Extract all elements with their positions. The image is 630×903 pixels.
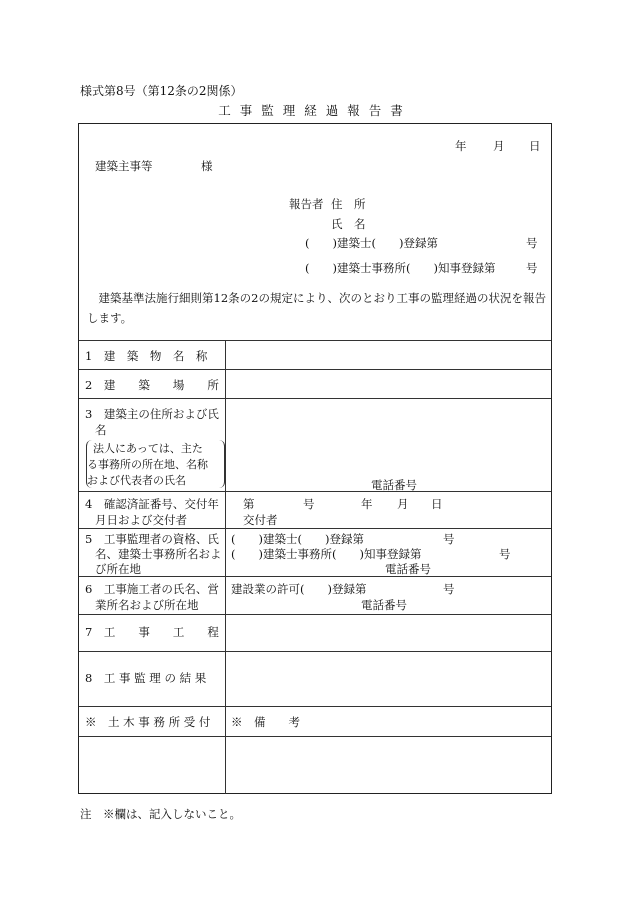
divider: [79, 369, 551, 370]
owner-note-line: る事務所の所在地、名称: [87, 458, 208, 471]
report-paragraph: 建築基準法施行細則第12条の2の規定により、次のとおり工事の監理経過の状況を報告します。: [87, 291, 546, 325]
remarks-label: ※ 備 考: [231, 715, 300, 729]
divider: [79, 736, 551, 737]
report-form: [78, 123, 552, 794]
footnote: 注 ※欄は、記入しないこと。: [80, 807, 241, 821]
architect-registration: ( )建築士( )登録第: [305, 236, 438, 250]
date-month: 月: [493, 139, 505, 153]
document-title: 工事監理経過報告書: [218, 103, 412, 118]
contractor-phone-label: 電話番号: [361, 598, 407, 612]
row-confirmation-label: 4 確認済証番号、交付年: [85, 497, 219, 511]
row-schedule-label: 7 工 事 工 程: [85, 625, 219, 639]
row-owner-label-cont: 名: [95, 423, 107, 437]
address-label: 住 所: [331, 197, 366, 211]
divider: [79, 398, 551, 399]
supervisor-architect-reg: ( )建築士( )登録第: [231, 532, 364, 546]
supervisor-architect-reg-no: 号: [443, 532, 455, 546]
divider: [79, 576, 551, 577]
confirmation-issuer: 交付者: [243, 513, 278, 527]
form-number-label: 様式第8号（第12条の2関係）: [80, 84, 243, 98]
architect-registration-no: 号: [526, 236, 538, 250]
divider: [79, 651, 551, 652]
divider: [79, 528, 551, 529]
contractor-license-no: 号: [443, 582, 455, 596]
confirmation-month: 月: [397, 497, 409, 511]
row-supervisor-label-cont: 名、建築士事務所名およ: [95, 547, 222, 561]
supervisor-phone-label: 電話番号: [385, 562, 431, 576]
divider: [79, 706, 551, 707]
name-label: 氏 名: [331, 217, 366, 231]
confirmation-number: 第: [243, 497, 255, 511]
owner-note-line: および代表者の氏名: [87, 474, 186, 487]
column-divider: [225, 340, 226, 794]
row-contractor-label-cont: 業所名および所在地: [95, 598, 199, 612]
supervisor-office-reg-no: 号: [499, 547, 511, 561]
honorific: 様: [201, 159, 213, 173]
contractor-license: 建設業の許可( )登録第: [231, 582, 367, 596]
row-result-label: 8 工 事 監 理 の 結 果: [85, 671, 207, 685]
owner-phone-label: 電話番号: [371, 478, 417, 492]
date-day: 日: [529, 139, 541, 153]
office-registration-no: 号: [526, 261, 538, 275]
row-building-site-label: 2 建 築 場 所: [85, 378, 219, 392]
row-owner-label: 3 建築主の住所および氏: [85, 407, 219, 421]
confirmation-year: 年: [361, 497, 373, 511]
row-contractor-label: 6 工事施工者の氏名、営: [85, 582, 219, 596]
row-supervisor-label-cont: び所在地: [95, 562, 141, 576]
office-reception-label: ※ 土 木 事 務 所 受 付: [85, 715, 211, 729]
office-registration: ( )建築士事務所( )知事登録第: [305, 261, 496, 275]
date-year: 年: [455, 139, 467, 153]
supervisor-office-reg: ( )建築士事務所( )知事登録第: [231, 547, 422, 561]
divider: [79, 491, 551, 492]
row-confirmation-label-cont: 月日および交付者: [95, 513, 187, 527]
row-supervisor-label: 5 工事監理者の資格、氏: [85, 532, 219, 546]
confirmation-day: 日: [431, 497, 443, 511]
divider: [79, 340, 551, 341]
row-building-name-label: 1 建 築 物 名 称: [85, 349, 208, 363]
reporter-label: 報告者: [289, 197, 324, 211]
owner-note-line: 法人にあっては、主た: [93, 442, 203, 455]
divider: [79, 614, 551, 615]
addressee: 建築主事等: [95, 159, 153, 173]
confirmation-number-no: 号: [303, 497, 315, 511]
